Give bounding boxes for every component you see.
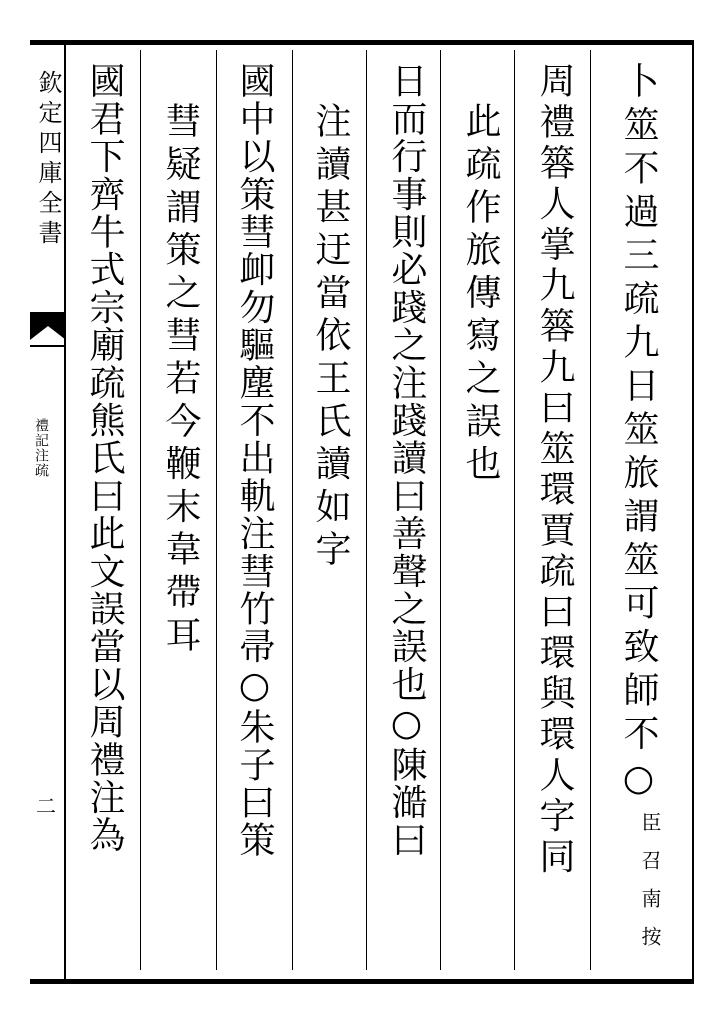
book-title: 欽定四庫全書 [34, 70, 62, 250]
fish-tail-mark [30, 312, 66, 352]
text-column-5: 注讀甚迂當依王氏讀如字 [310, 102, 351, 573]
column-divider [140, 50, 141, 970]
column-divider [514, 50, 515, 970]
text-column-4: 日而行事則必踐之注踐讀曰善聲之誤也○陳澔曰 [386, 62, 427, 859]
text-column-6: 國中以策彗卹勿驅塵不出軌注彗竹帚○朱子曰策 [234, 62, 275, 859]
chapter-title: 禮記注疏 [33, 418, 49, 478]
column-divider [440, 50, 441, 970]
page-number: 二 [36, 794, 56, 818]
text-column-3: 此疏作旅傳寫之誤也 [460, 102, 501, 488]
text-column-7: 彗疑謂策之彗若今鞭末韋帶耳 [160, 102, 201, 659]
annotator-note: 臣召南按 [638, 812, 662, 964]
column-divider [366, 50, 367, 970]
column-divider [590, 50, 591, 970]
text-column-2: 周禮簭人掌九簭九曰筮環賈疏曰環與環人字同 [534, 62, 575, 878]
text-column-8: 國君下齊牛式宗廟疏熊氏曰此文誤當以周禮注為 [84, 62, 125, 854]
page-frame [30, 40, 694, 984]
column-divider [292, 50, 293, 970]
text-column-1: 卜筮不過三疏九日筮旅謂筮可致師不○ [618, 62, 659, 807]
column-divider [216, 50, 217, 970]
